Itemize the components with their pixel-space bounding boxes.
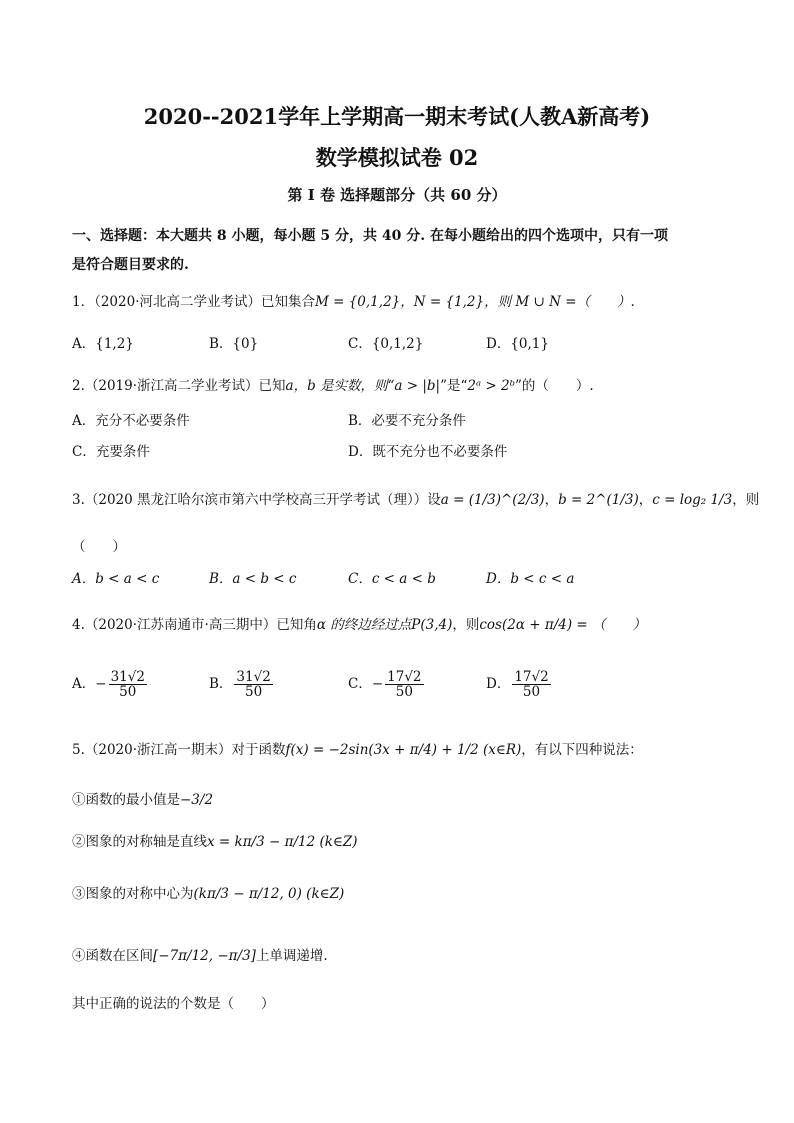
- q4-option-a-num: 31√2: [110, 669, 145, 685]
- q5-statement-1: [72, 794, 213, 808]
- q5-s3-value: (kπ/3 − π/12, 0) (k∈Z): [193, 886, 345, 902]
- q2-option-a[interactable]: A．充分不必要条件: [72, 413, 190, 429]
- q5-question: 其中正确的说法的个数是（ ）: [72, 996, 275, 1012]
- q2-mid2: ”是“: [440, 378, 468, 394]
- question-5: [72, 744, 643, 758]
- q4-option-d-num: 17√2: [514, 669, 549, 685]
- q5-s4-text: ④函数在区间: [72, 948, 153, 964]
- q5-statement-2: [72, 836, 358, 850]
- q3-paren: （ ）: [72, 539, 126, 555]
- q3-b-expr: b = 2^(1/3): [558, 492, 639, 508]
- q1-stem: M = {0,1,2}，N = {1,2}，则 M ∪ N =（ ）.: [315, 294, 635, 310]
- q4-option-c-den: 50: [395, 684, 413, 701]
- q5-s2-value: x = kπ/3 − π/12 (k∈Z): [207, 834, 358, 850]
- q4-option-c-num: 17√2: [387, 669, 422, 685]
- q4-point: P(3,4): [411, 617, 453, 633]
- q4-option-a[interactable]: [72, 670, 149, 699]
- q2-option-d[interactable]: D．既不充分也不必要条件: [348, 444, 508, 460]
- q5-s4-value: [−7π/12, −π/3]: [153, 948, 256, 964]
- q3-a-expr: a = (1/3)^(2/3): [440, 492, 545, 508]
- q1-option-c[interactable]: C．{0,1,2}: [348, 336, 424, 352]
- q3-option-b[interactable]: B．a < b < c: [209, 571, 297, 587]
- question-3: 3.（2020 黑龙江哈尔滨市第六中学校高三开学考试（理））设a = (1/3)^(2/3)，b = 2^(1/3)，c = log₂ 1/3，则: [72, 492, 760, 508]
- q4-prefix: 4.（2020·江苏南通市·高三期中）已知角: [72, 617, 317, 633]
- question-4: [72, 619, 646, 633]
- q2-cond1: a > |b|: [394, 378, 441, 394]
- q3-option-c[interactable]: C．c < a < b: [348, 571, 436, 587]
- question-2: [72, 380, 594, 394]
- q4-option-c-sign: −: [371, 676, 384, 693]
- q2-suffix: ”的（ ）.: [514, 378, 594, 394]
- q4-option-b-label: B．: [209, 676, 233, 693]
- q5-s1-value: −3/2: [180, 792, 214, 808]
- q4-mid2: ，则: [452, 617, 480, 633]
- q3-option-a[interactable]: A．b < a < c: [72, 571, 160, 587]
- q5-s2-text: ②图象的对称轴是直线: [72, 834, 207, 850]
- exam-subtitle: 数学模拟试卷 02: [315, 145, 479, 170]
- q2-cond2: 2ᵃ > 2ᵇ: [467, 378, 515, 394]
- q3-suffix: ，则: [732, 492, 760, 508]
- q4-option-d[interactable]: [486, 670, 553, 699]
- q5-s3-text: ③图象的对称中心为: [72, 886, 194, 902]
- q1-prefix: 1．（2020·河北高二学业考试）已知集合: [72, 294, 315, 310]
- q3-option-d[interactable]: D．b < c < a: [486, 571, 575, 587]
- q5-statement-4: [72, 950, 328, 964]
- q5-s1-text: ①函数的最小值是: [72, 792, 180, 808]
- q5-statement-3: [72, 888, 344, 902]
- q4-option-a-label: A．: [72, 676, 96, 693]
- q2-mid1: a，b 是实数，则“: [285, 378, 395, 394]
- q4-mid: α 的终边经过点: [316, 617, 412, 633]
- exam-title: 2020--2021学年上学期高一期末考试(人教A新高考): [143, 104, 651, 129]
- section-heading: 第 I 卷 选择题部分（共 60 分）: [287, 186, 507, 204]
- q5-prefix: 5.（2020·浙江高一期末）对于函数: [72, 742, 286, 758]
- q4-option-a-sign: −: [95, 676, 107, 693]
- instructions-line2: 是符合题目要求的.: [72, 257, 189, 273]
- q4-option-c-label: C．: [348, 676, 372, 693]
- q4-option-c[interactable]: [348, 670, 426, 699]
- q5-func: f(x) = −2sin(3x + π/4) + 1/2 (x∈R): [285, 742, 522, 758]
- q4-option-b-num: 31√2: [236, 669, 271, 685]
- q1-option-b[interactable]: B．{0}: [209, 336, 259, 352]
- instructions-line1: 一、选择题：本大题共 8 小题，每小题 5 分，共 40 分. 在每小题给出的四个选项中，只有一项: [72, 228, 668, 244]
- q2-prefix: 2.（2019·浙江高二学业考试）已知: [72, 378, 286, 394]
- q1-option-a[interactable]: A．{1,2}: [72, 336, 134, 352]
- q4-option-b-den: 50: [245, 684, 263, 701]
- q4-expr: cos(2α + π/4) = （ ）: [479, 617, 646, 633]
- q4-option-d-den: 50: [522, 684, 541, 701]
- q5-suffix: ，有以下四种说法：: [521, 742, 643, 758]
- q2-option-b[interactable]: B．必要不充分条件: [348, 413, 466, 429]
- q2-option-c[interactable]: C．充要条件: [72, 444, 150, 460]
- q4-option-b[interactable]: [209, 670, 275, 699]
- q5-s4-end: 上单调递增.: [255, 948, 328, 964]
- q1-option-d[interactable]: D．{0,1}: [486, 336, 549, 352]
- q3-prefix: 3.（2020 黑龙江哈尔滨市第六中学校高三开学考试（理））设: [72, 492, 441, 508]
- q4-option-a-den: 50: [119, 684, 137, 701]
- q4-option-d-label: D．: [486, 676, 511, 693]
- q3-c-expr: c = log₂ 1/3: [652, 492, 733, 508]
- question-1: [72, 296, 635, 310]
